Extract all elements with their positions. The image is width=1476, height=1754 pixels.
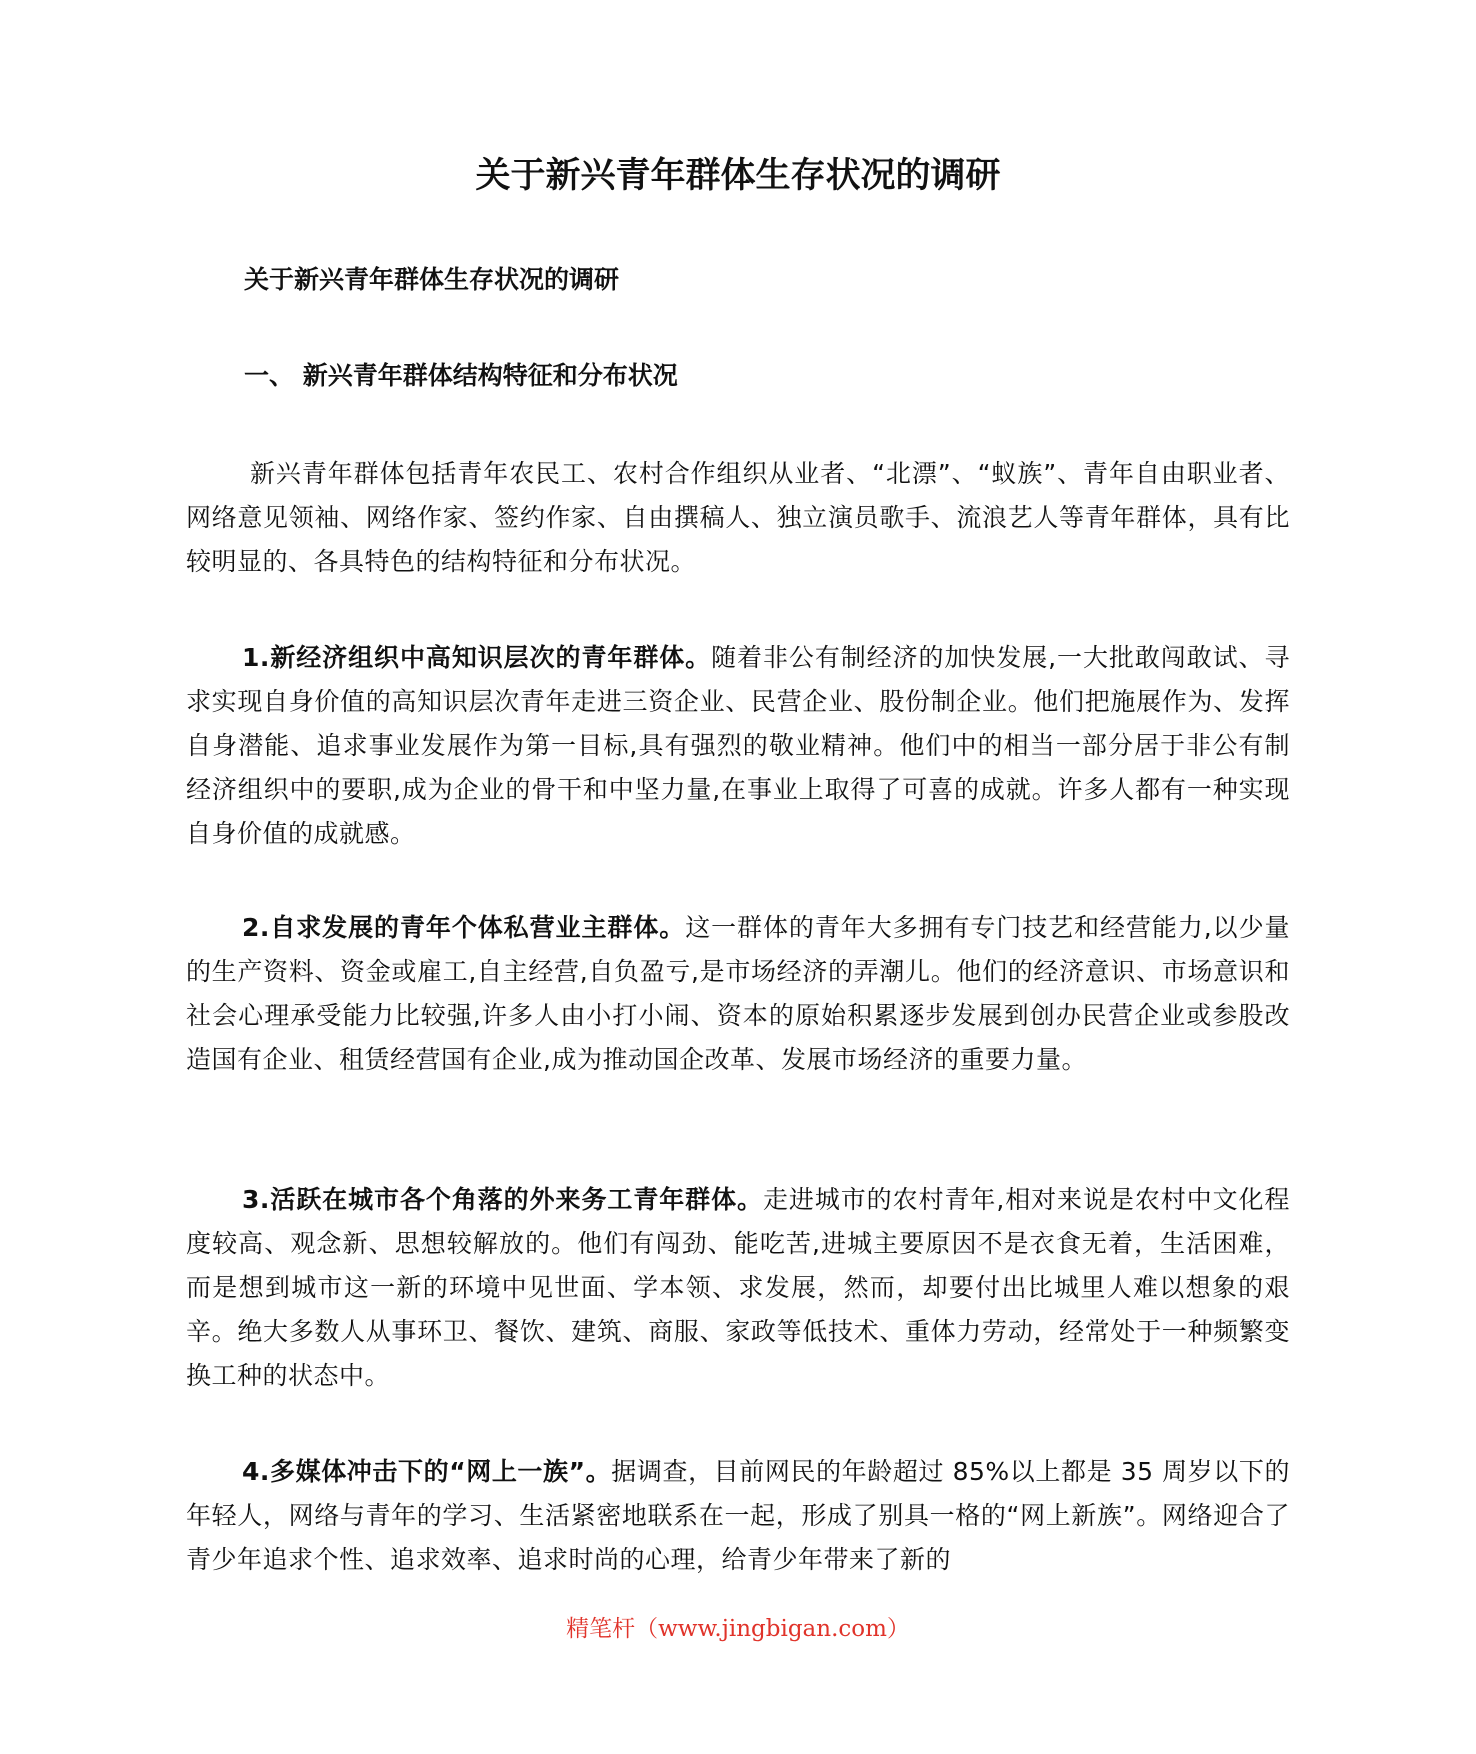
paragraph-4 — [186, 1450, 1290, 1582]
paragraph-4-lead: 4.多媒体冲击下的“网上一族”。 — [242, 1457, 612, 1486]
intro-paragraph: 新兴青年群体包括青年农民工、农村合作组织从业者、“北漂”、“蚁族”、青年自由职业者、网络意见领袖、网络作家、签约作家、自由撰稿人、独立演员歌手、流浪艺人等青年群体，具有比较明显的、各具特色的结构特征和分布状况。 — [186, 459, 1290, 576]
paragraph-2-body: 这一群体的青年大多拥有专门技艺和经营能力,以少量的生产资料、资金或雇工,自主经营,自负盈亏,是市场经济的弄潮儿。他们的经济意识、市场意识和社会心理承受能力比较强,许多人由小打小闹、资本的原始积累逐步发展到创办民营企业或参股改造国有企业、租赁经营国有企业,成为推动国企改革、发展市场经济的重要力量。 — [186, 913, 1290, 1074]
paragraph-1 — [186, 636, 1290, 856]
paragraph-3-lead: 3.活跃在城市各个角落的外来务工青年群体。 — [242, 1185, 763, 1214]
paragraph-3-body: 走进城市的农村青年,相对来说是农村中文化程度较高、观念新、思想较解放的。他们有闯劲、能吃苦,进城主要原因不是衣食无着，生活困难，而是想到城市这一新的环境中见世面、学本领、求发展，然而，却要付出比城里人难以想象的艰辛。绝大多数人从事环卫、餐饮、建筑、商服、家政等低技术、重体力劳动，经常处于一种频繁变换工种的状态中。 — [186, 1185, 1290, 1390]
paragraph-2 — [186, 906, 1290, 1082]
paragraph-1-lead: 1.新经济组织中高知识层次的青年群体。 — [242, 643, 712, 672]
paragraph-1-body: 随着非公有制经济的加快发展,一大批敢闯敢试、寻求实现自身价值的高知识层次青年走进三资企业、民营企业、股份制企业。他们把施展作为、发挥自身潜能、追求事业发展作为第一目标,具有强烈的敬业精神。他们中的相当一部分居于非公有制经济组织中的要职,成为企业的骨干和中坚力量,在事业上取得了可喜的成就。许多人都有一种实现自身价值的成就感。 — [186, 643, 1290, 848]
paragraph-3 — [186, 1178, 1290, 1398]
section-heading: 一、 新兴青年群体结构特征和分布状况 — [244, 361, 678, 390]
footer-watermark-link[interactable]: 精笔杆（www.jingbigan.com） — [566, 1616, 910, 1642]
paragraph-4-body: 据调查，目前网民的年龄超过 85%以上都是 35 周岁以下的年轻人，网络与青年的学习、生活紧密地联系在一起，形成了别具一格的“网上新族”。网络迎合了青少年追求个性、追求效率、追求时尚的心理，给青少年带来了新的 — [186, 1457, 1290, 1574]
page-title: 关于新兴青年群体生存状况的调研 — [475, 156, 1001, 196]
document-subtitle: 关于新兴青年群体生存状况的调研 — [244, 265, 620, 294]
paragraph-2-lead: 2.自求发展的青年个体私营业主群体。 — [242, 913, 686, 942]
